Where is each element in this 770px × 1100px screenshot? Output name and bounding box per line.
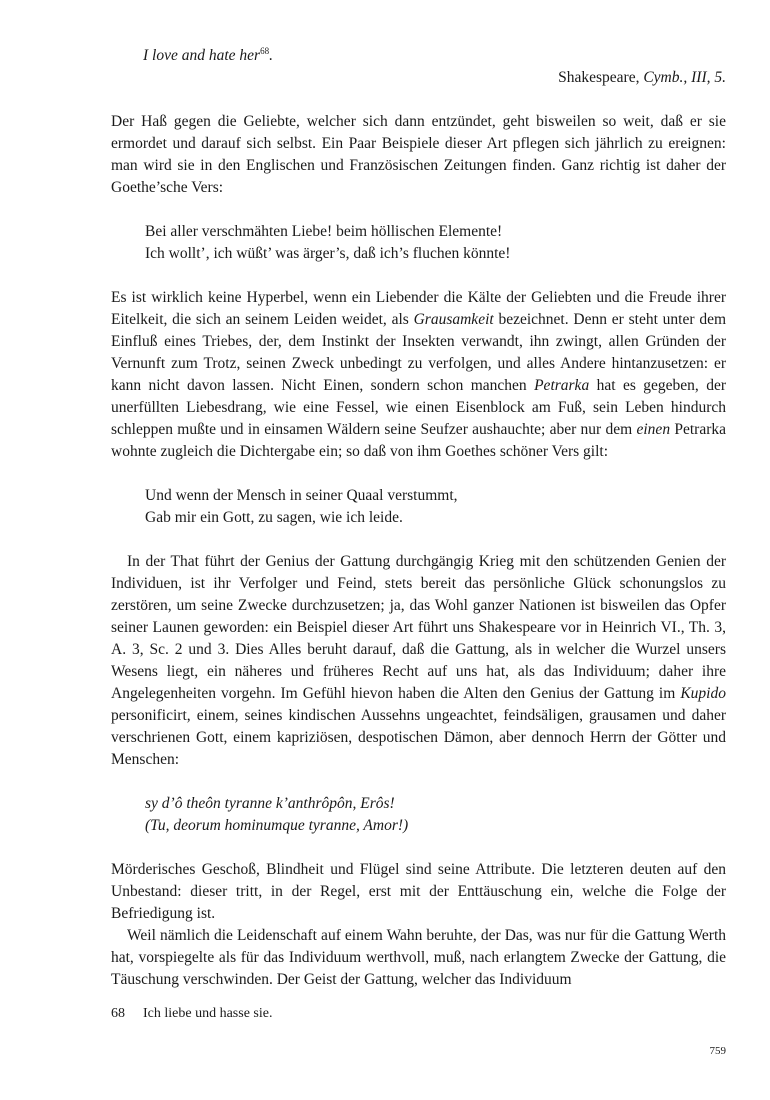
motto-period: . xyxy=(269,47,273,64)
page-number: 759 xyxy=(709,1045,726,1057)
emphasis: einen xyxy=(636,421,671,438)
paragraph-1: Der Haß gegen die Geliebte, welcher sich dann entzündet, geht bisweilen so weit, daß er sie ermordet und darauf sich selbst. Ein Paar Beispiele dieser Art pflegen sich jährlich zu ereignen: man wird sie in den Englischen und Französischen Zeitungen finden. Ganz richtig ist daher der Goethe’sche Vers: xyxy=(111,113,726,196)
footnote-reference[interactable]: 68 xyxy=(260,46,270,56)
motto-source-work: Cymb., III, 5. xyxy=(643,69,726,86)
footnote-text: Ich liebe und hasse sie. xyxy=(143,1006,273,1021)
text-run: In der That führt der Genius der Gattung durchgängig Krieg mit den schützenden Genien der Individuen, ist ihr Verfolger und Feind, stets bereit das persönliche Glück schonungslos zu zerstören, um seine Zwecke durchzusetzen; ja, das Wohl ganzer Nationen ist bisweilen das Opfer seiner Launen geworden: ein Beispiel dieser Art führt uns Shakespeare vor in Heinrich VI., Th. 3, A. 3, Sc. 2 und 3. Dies Alles beruht darauf, daß die Gattung, als in welcher die Wurzel unsers Wesens liegt, ein näheres und früheres Recht auf uns hat, als das Individuum; daher ihre Angelegenheiten vorgehn. Im Gefühl hievon haben die Alten den Genius der Gattung im xyxy=(111,553,726,702)
paragraph-4: Mörderisches Geschoß, Blindheit und Flügel sind seine Attribute. Die letzteren deuten auf den Unbestand: dieser tritt, in der Regel, erst mit der Enttäuschung ein, welche die Folge der Befriedigung ist. xyxy=(111,861,726,922)
text-run: Petrarka wohnte zugleich die Dichtergabe ein; so daß von ihm Goethes schöner Vers gilt: xyxy=(111,421,727,460)
motto-source xyxy=(111,67,726,89)
text-run: personificirt, einem, seines kindischen Aussehns ungeachtet, feindsäligen, grausamen und daher verschrienen Gott, einem kapriziösen, despotischen Dämon, aber dennoch Herrn der Götter und Menschen: xyxy=(111,707,726,768)
verse-line: Gab mir ein Gott, zu sagen, wie ich leide. xyxy=(145,509,403,526)
paragraph-2 xyxy=(111,287,726,463)
motto-source-author: Shakespeare, xyxy=(558,69,644,86)
verse-goethe-2 xyxy=(145,485,726,529)
text-run: Es ist wirklich keine Hyperbel, wenn ein Liebender die Kälte der Geliebten und die Freude ihrer Eitelkeit, die sich an seinem Leiden weidet, als xyxy=(111,289,726,328)
verse-line: sy d’ô theôn tyranne k’anthrôpôn, Erôs! xyxy=(145,795,395,812)
emphasis: Grausamkeit xyxy=(413,311,494,328)
paragraph-5: Weil nämlich die Leidenschaft auf einem Wahn beruhte, der Das, was nur für die Gattung Werth hat, vorspiegelte als für das Individuum werthvoll, muß, nach erlangtem Zwecke der Gattung, die Täuschung verschwinden. Der Geist der Gattung, welcher das Individuum xyxy=(111,927,726,988)
footnote xyxy=(111,1003,726,1025)
verse-line: Ich wollt’, ich wüßt’ was ärger’s, daß ich’s fluchen könnte! xyxy=(145,245,511,262)
motto-quote xyxy=(143,40,726,67)
text-run: bezeichnet. Denn er steht unter dem Einfluß eines Triebes, der, dem Instinkt der Insekten verwandt, ihn zwingt, allen Gründen der Vernunft zum Trotz, seinen Zweck unbedingt zu verfolgen, und alles Andere hintanzusetzen: er kann nicht davon lassen. Nicht Einen, sondern schon manchen xyxy=(111,311,727,394)
text-run: hat es gegeben, der unerfüllten Liebesdrang, wie eine Fessel, wie einen Eisenblock am Fuß, sein Leben hindurch schleppen mußte und in einsamen Wäldern seine Seufzer aushauchte; aber nur dem xyxy=(111,377,726,438)
verse-line: Bei aller verschmähten Liebe! beim höllischen Elemente! xyxy=(145,223,503,240)
emphasis: Petrarka xyxy=(534,377,590,394)
verse-greek-latin xyxy=(145,793,726,837)
footnote-number: 68 xyxy=(111,1006,125,1021)
verse-goethe-1 xyxy=(145,221,726,265)
motto-text: I love and hate her xyxy=(143,47,261,64)
emphasis: Kupido xyxy=(680,685,726,702)
paragraph-3 xyxy=(111,551,726,771)
verse-line: (Tu, deorum hominumque tyranne, Amor!) xyxy=(145,817,409,834)
verse-line: Und wenn der Mensch in seiner Quaal verstummt, xyxy=(145,487,458,504)
